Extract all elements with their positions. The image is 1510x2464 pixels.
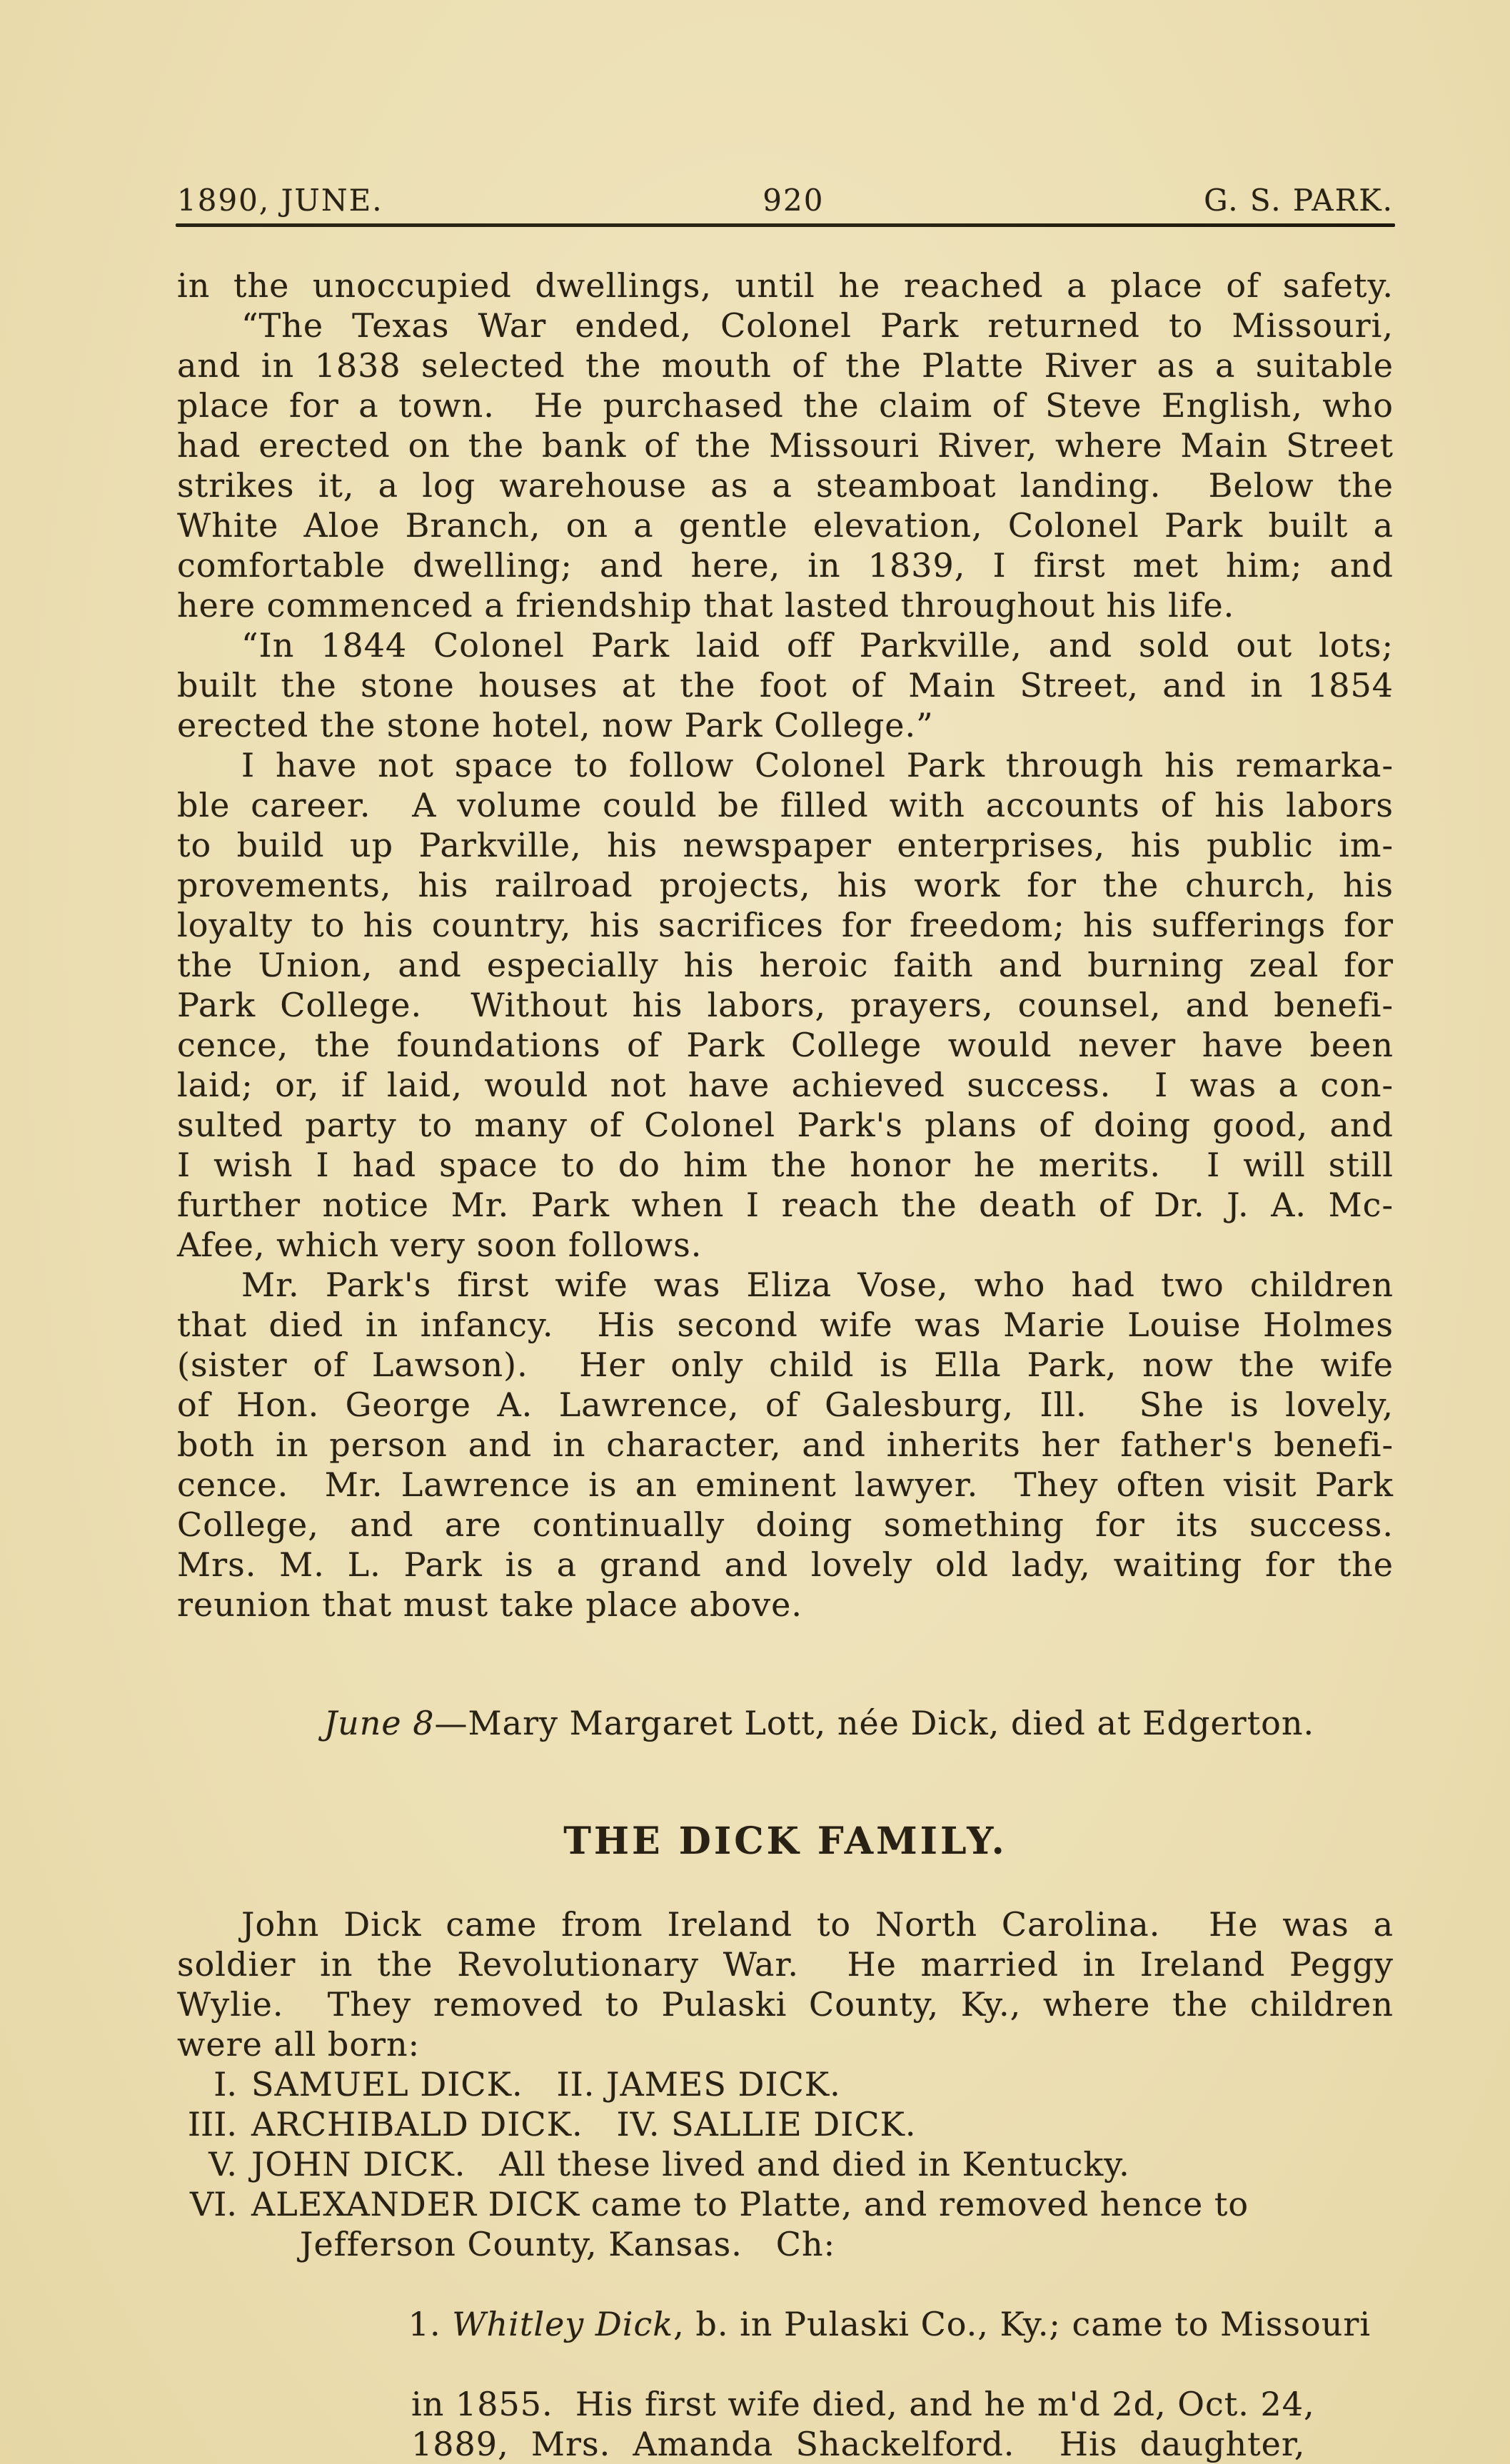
roman-list-item: [177, 2104, 1394, 2144]
roman-vi-continuation: Jefferson County, Kansas. Ch:: [300, 2225, 836, 2263]
text-line: Mrs. M. L. Park is a grand and lovely old lady, waiting for the: [177, 1545, 1394, 1584]
text-line: cence. Mr. Lawrence is an eminent lawyer. They often visit Park: [177, 1465, 1394, 1504]
text-line: sulted party to many of Colonel Park's plans of doing good, and: [177, 1106, 1394, 1144]
roman-numeral: VI.: [189, 2185, 237, 2223]
child-entry-line: [341, 2264, 1394, 2384]
text-line: I wish I had space to do him the honor he merits. I will still: [177, 1146, 1394, 1184]
text-line: College, and are continually doing something for its success.: [177, 1505, 1394, 1544]
header-running-title: G. S. PARK.: [1204, 183, 1394, 218]
text-line: in the unoccupied dwellings, until he reached a place of safety.: [177, 266, 1394, 305]
text-line: (sister of Lawson). Her only child is Ella Park, now the wife: [177, 1345, 1394, 1384]
roman-list-item: [177, 2144, 1394, 2184]
text-line: built the stone houses at the foot of Main Street, and in 1854: [177, 666, 1394, 705]
child-entry-number: 1.: [408, 2305, 453, 2343]
header-rule: [176, 223, 1395, 227]
text-line: and in 1838 selected the mouth of the Platte River as a suitable: [177, 346, 1394, 385]
roman-numeral: V.: [208, 2145, 237, 2183]
child-entry-name: Whitley Dick: [452, 2305, 674, 2343]
roman-numeral: I.: [213, 2065, 237, 2104]
text-line: place for a town. He purchased the claim of Steve English, who: [177, 386, 1394, 425]
child-entry-continuation: [177, 2384, 1394, 2464]
text-line: of Hon. George A. Lawrence, of Galesburg, Ill. She is lovely,: [177, 1385, 1394, 1424]
text-line: “In 1844 Colonel Park laid off Parkville, and sold out lots;: [241, 626, 1394, 665]
text-line: had erected on the bank of the Missouri River, where Main Street: [177, 426, 1394, 465]
text-line: “The Texas War ended, Colonel Park returned to Missouri,: [241, 306, 1394, 345]
death-entry-line: [257, 1663, 1394, 1783]
page-number: 920: [762, 183, 825, 218]
text-line: 1889, Mrs. Amanda Shackelford. His daughter,: [411, 2425, 1306, 2463]
text-line: ble career. A volume could be filled with accounts of his labors: [177, 786, 1394, 824]
text-line: John Dick came from Ireland to North Carolina. He was a: [241, 1905, 1394, 1944]
text-line: comfortable dwelling; and here, in 1839, I first met him; and: [177, 546, 1394, 585]
text-line: both in person and in character, and inherits her father's benefi-: [177, 1425, 1394, 1464]
text-line: cence, the foundations of Park College would never have been: [177, 1026, 1394, 1064]
dick-family-paragraph: [177, 1904, 1394, 2064]
roman-item-text: ARCHIBALD DICK. IV. SALLIE DICK.: [251, 2105, 917, 2144]
text-line: were all born:: [177, 2025, 421, 2064]
text-line: White Aloe Branch, on a gentle elevation, Colonel Park built a: [177, 506, 1394, 545]
text-line: Wylie. They removed to Pulaski County, Ky., where the children: [177, 1985, 1394, 2024]
death-entry-text: —Mary Margaret Lott, née Dick, died at Edgerton.: [434, 1704, 1315, 1742]
text-line: to build up Parkville, his newspaper enterprises, his public im-: [177, 826, 1394, 864]
text-line: the Union, and especially his heroic faith and burning zeal for: [177, 946, 1394, 984]
death-entry-date: June 8: [323, 1704, 435, 1742]
text-line: in 1855. His first wife died, and he m'd 2d, Oct. 24,: [411, 2385, 1315, 2423]
text-line: strikes it, a log warehouse as a steamboat landing. Below the: [177, 466, 1394, 505]
header-date: 1890, JUNE.: [177, 183, 383, 218]
text-line: provements, his railroad projects, his work for the church, his: [177, 866, 1394, 904]
page-body: [177, 266, 1394, 2464]
text-line: here commenced a friendship that lasted throughout his life.: [177, 586, 1235, 625]
section-heading: THE DICK FAMILY.: [563, 1819, 1007, 1863]
text-line: loyalty to his country, his sacrifices for freedom; his sufferings for: [177, 906, 1394, 944]
text-line: Mr. Park's first wife was Eliza Vose, who had two children: [241, 1266, 1394, 1304]
roman-item-text: JOHN DICK. All these lived and died in Kentucky.: [251, 2145, 1130, 2183]
children-roman-list: [177, 2064, 1394, 2224]
text-line: Park College. Without his labors, prayers, counsel, and benefi-: [177, 986, 1394, 1024]
text-line: that died in infancy. His second wife was Marie Louise Holmes: [177, 1306, 1394, 1344]
body-paragraphs: [177, 266, 1394, 1625]
text-line: reunion that must take place above.: [177, 1585, 802, 1624]
roman-list-item: [177, 2064, 1394, 2104]
text-line: erected the stone hotel, now Park College.”: [177, 706, 934, 744]
roman-item-text: ALEXANDER DICK came to Platte, and removed hence to: [251, 2185, 1249, 2223]
text-line: further notice Mr. Park when I reach the death of Dr. J. A. Mc-: [177, 1186, 1394, 1224]
text-line: soldier in the Revolutionary War. He married in Ireland Peggy: [177, 1945, 1394, 1984]
roman-item-text: SAMUEL DICK. II. JAMES DICK.: [251, 2065, 841, 2104]
child-entry-text: , b. in Pulaski Co., Ky.; came to Missouri: [673, 2305, 1371, 2343]
text-line: laid; or, if laid, would not have achieved success. I was a con-: [177, 1066, 1394, 1104]
roman-numeral: III.: [187, 2105, 237, 2144]
page-header: [177, 183, 1394, 218]
text-line: Afee, which very soon follows.: [177, 1226, 703, 1264]
text-line: I have not space to follow Colonel Park through his remarka-: [241, 746, 1394, 784]
roman-list-item: [177, 2184, 1394, 2224]
